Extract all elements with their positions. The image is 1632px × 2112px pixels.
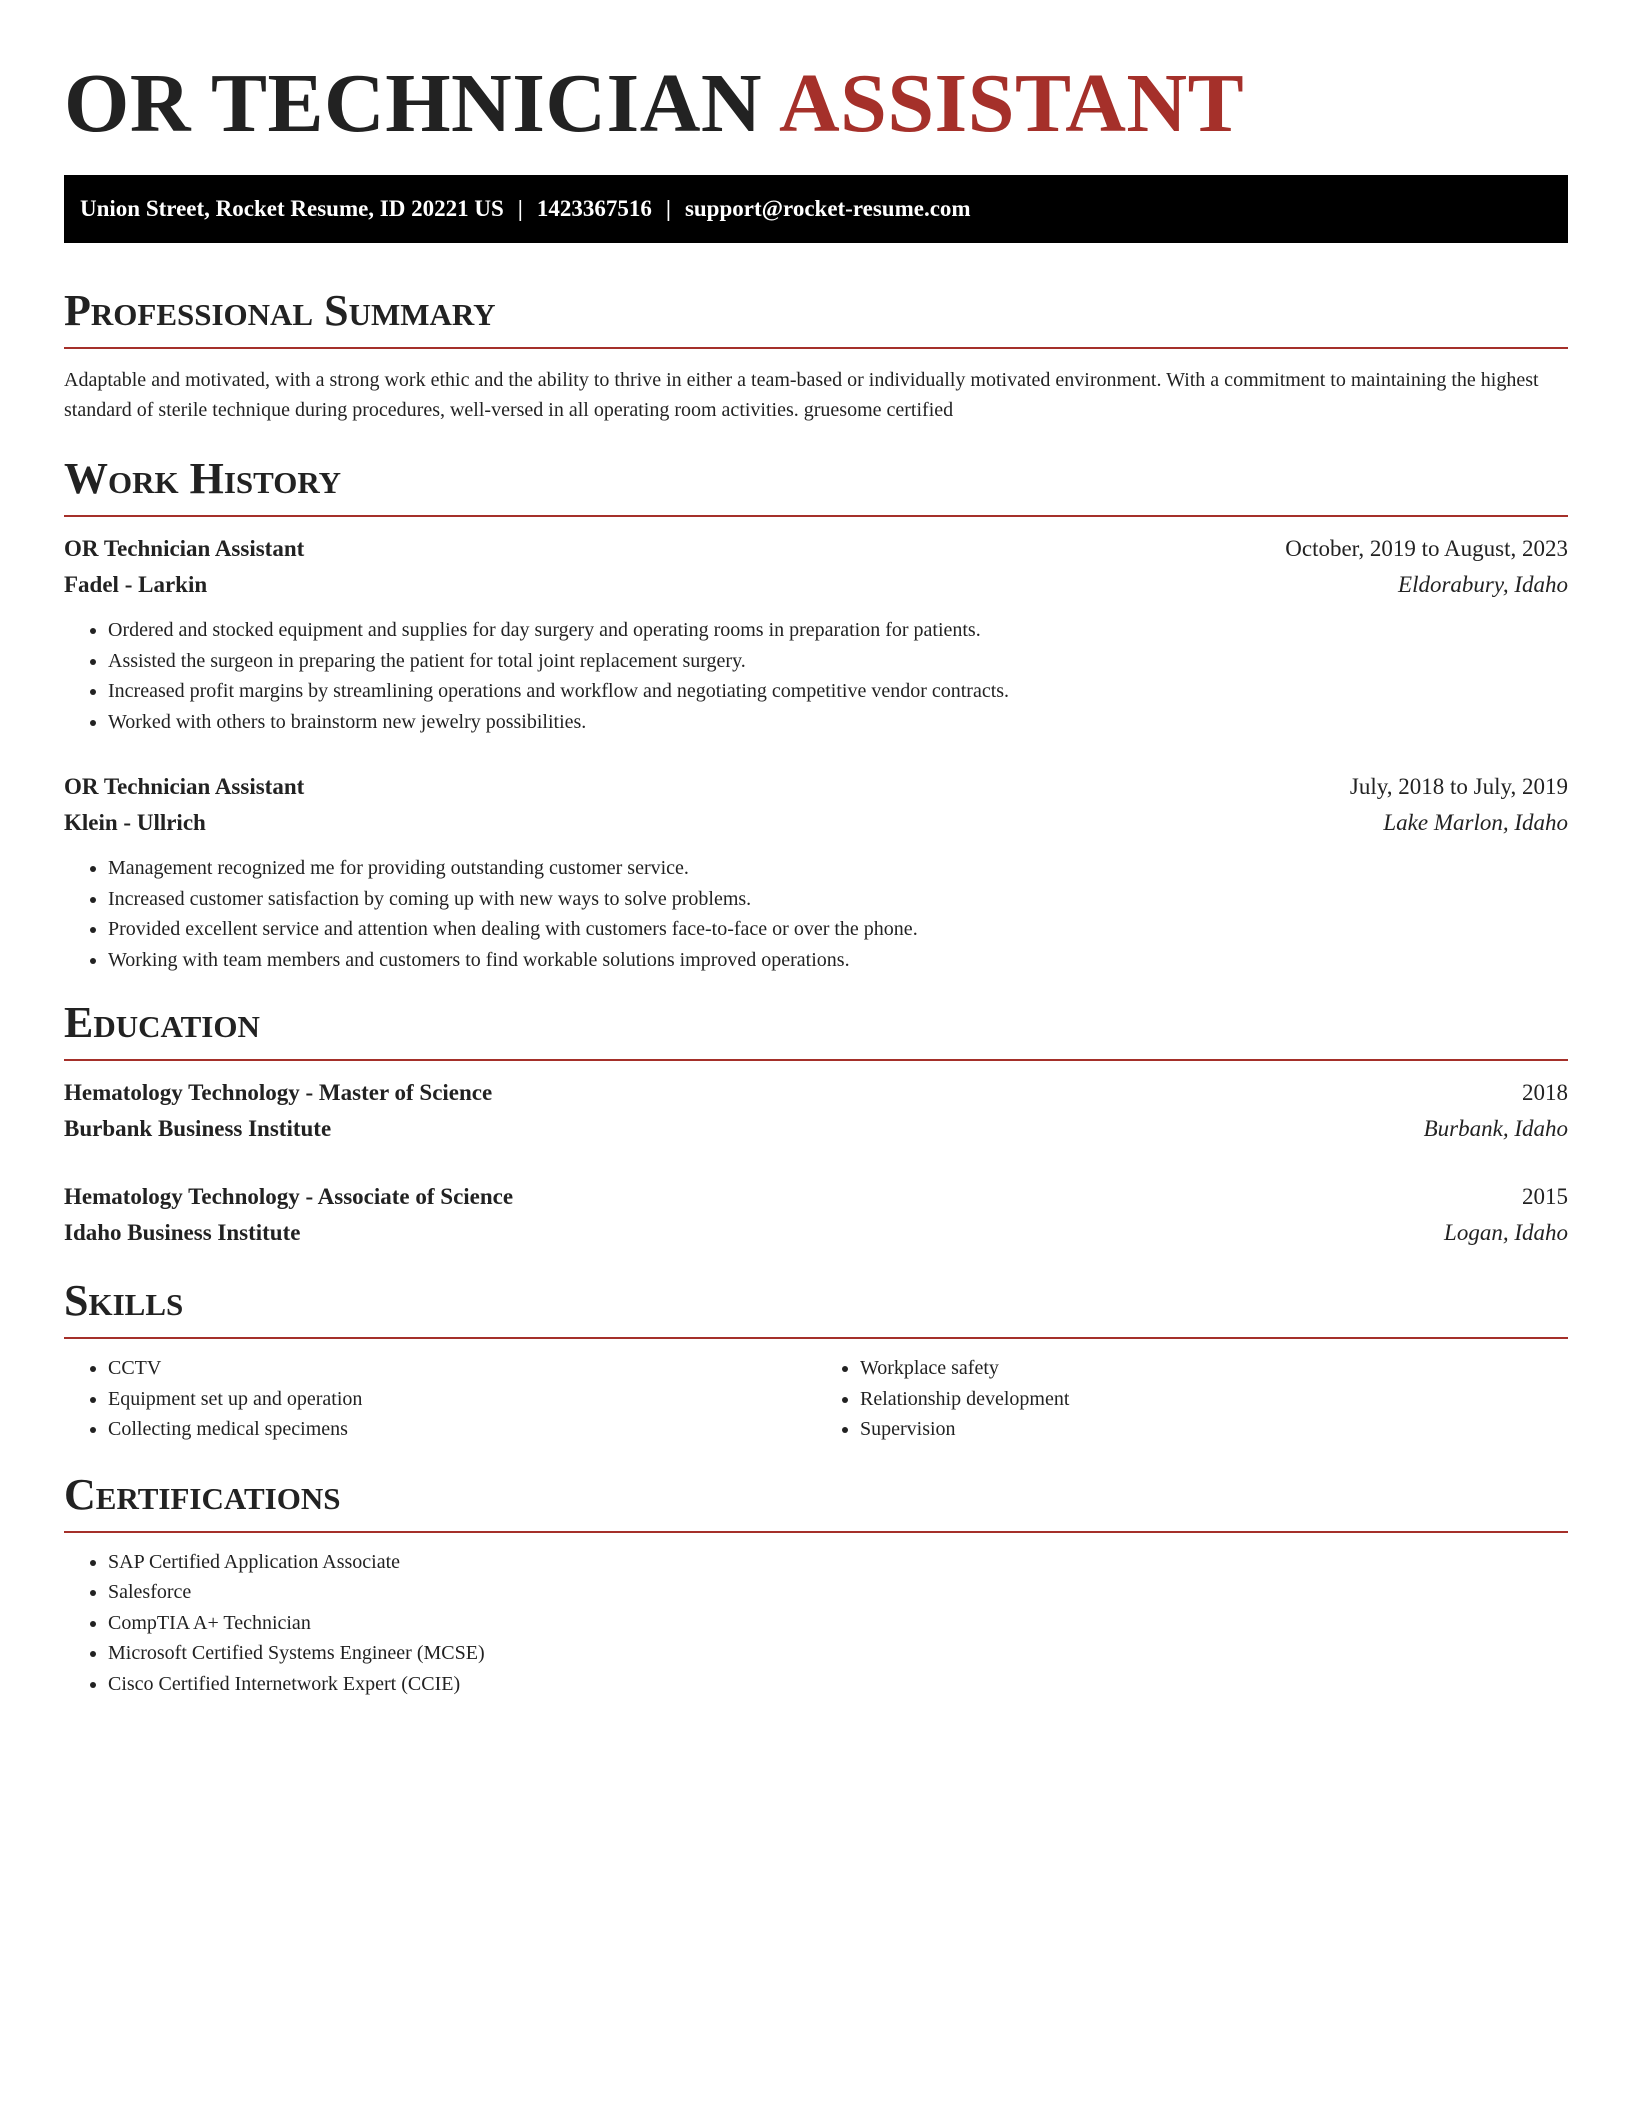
section-divider (64, 1337, 1568, 1339)
certification-item: • Cisco Certified Internetwork Expert (CCIE) (108, 1669, 1568, 1700)
work-section (64, 453, 1568, 975)
education-school-row (64, 1215, 1568, 1251)
certifications-section (64, 1469, 1568, 1700)
education-section (64, 997, 1568, 1251)
certification-item: • Salesforce (108, 1577, 1568, 1608)
skill-item: • Equipment set up and operation (108, 1384, 816, 1415)
contact-separator: | (517, 196, 523, 221)
section-divider (64, 1059, 1568, 1061)
list-item: • Provided excellent service and attention when dealing with customers face-to-face or over the phone. (108, 914, 1568, 945)
contact-separator: | (665, 196, 671, 221)
job-company-row (64, 805, 1568, 841)
contact-address: Union Street, Rocket Resume, ID 20221 US (80, 196, 504, 221)
skill-item: • Supervision (860, 1414, 1568, 1445)
summary-text: Adaptable and motivated, with a strong work ethic and the ability to thrive in either a team-based or individually motivated environment. With a commitment to maintaining the highest standard of sterile technique during procedures, well-versed in all operating room activities. gruesome certified (64, 369, 1539, 421)
list-item: • Working with team members and customers to find workable solutions improved operations. (108, 945, 1568, 976)
section-title-work: Work History (64, 454, 342, 503)
title-accent-part: ASSISTANT (778, 57, 1245, 150)
certification-item: • SAP Certified Application Associate (108, 1547, 1568, 1578)
section-title-skills: Skills (64, 1276, 184, 1325)
job-dates: July, 2018 to July, 2019 (1349, 774, 1568, 799)
skill-item: • Relationship development (860, 1384, 1568, 1415)
job-location: Eldorabury, Idaho (1398, 572, 1568, 597)
job-title: OR Technician Assistant (64, 536, 305, 561)
job-header-row (64, 769, 1568, 805)
job-entry (64, 769, 1568, 975)
job-company-row (64, 567, 1568, 603)
section-divider (64, 515, 1568, 517)
skill-item: • Collecting medical specimens (108, 1414, 816, 1445)
job-header-row (64, 531, 1568, 567)
contact-bar (64, 175, 1568, 243)
job-company: Klein - Ullrich (64, 810, 206, 835)
job-location: Lake Marlon, Idaho (1383, 810, 1568, 835)
education-entry (64, 1075, 1568, 1147)
list-item: • Increased customer satisfaction by coming up with new ways to solve problems. (108, 884, 1568, 915)
skills-column-left (64, 1353, 816, 1445)
education-year: 2015 (1522, 1184, 1568, 1209)
education-school: Idaho Business Institute (64, 1220, 301, 1245)
list-item: • Worked with others to brainstorm new jewelry possibilities. (108, 707, 1568, 738)
contact-phone: 1423367516 (536, 196, 652, 221)
job-bullets (64, 615, 1568, 737)
contact-email: support@rocket-resume.com (684, 196, 971, 221)
education-header-row (64, 1075, 1568, 1111)
section-divider (64, 1531, 1568, 1533)
certification-item: • CompTIA A+ Technician (108, 1608, 1568, 1639)
list-item: • Ordered and stocked equipment and supplies for day surgery and operating rooms in preparation for patients. (108, 615, 1568, 646)
education-location: Logan, Idaho (1444, 1220, 1568, 1245)
skills-list-left (64, 1353, 816, 1445)
section-title-education: Education (64, 998, 260, 1047)
job-entry (64, 531, 1568, 737)
education-header-row (64, 1179, 1568, 1215)
list-item: • Increased profit margins by streamlining operations and workflow and negotiating competitive vendor contracts. (108, 676, 1568, 707)
section-title-summary: Professional Summary (64, 286, 496, 335)
summary-section (64, 285, 1568, 425)
resume-title (64, 56, 1568, 152)
job-bullets (64, 853, 1568, 975)
job-company: Fadel - Larkin (64, 572, 208, 597)
education-entry (64, 1179, 1568, 1251)
skills-column-right (816, 1353, 1568, 1445)
education-degree: Hematology Technology - Associate of Science (64, 1184, 514, 1209)
title-first-part: OR TECHNICIAN (64, 57, 763, 150)
skill-item: • CCTV (108, 1353, 816, 1384)
list-item: • Assisted the surgeon in preparing the patient for total joint replacement surgery. (108, 646, 1568, 677)
section-divider (64, 347, 1568, 349)
skill-item: • Workplace safety (860, 1353, 1568, 1384)
certification-item: • Microsoft Certified Systems Engineer (MCSE) (108, 1638, 1568, 1669)
education-degree: Hematology Technology - Master of Science (64, 1080, 493, 1105)
education-school-row (64, 1111, 1568, 1147)
job-dates: October, 2019 to August, 2023 (1285, 536, 1568, 561)
certifications-list (64, 1547, 1568, 1700)
skills-list-right (816, 1353, 1568, 1445)
job-title: OR Technician Assistant (64, 774, 305, 799)
skills-grid (64, 1353, 1568, 1445)
skills-section (64, 1275, 1568, 1445)
education-location: Burbank, Idaho (1423, 1116, 1568, 1141)
education-year: 2018 (1522, 1080, 1568, 1105)
education-school: Burbank Business Institute (64, 1116, 332, 1141)
list-item: • Management recognized me for providing outstanding customer service. (108, 853, 1568, 884)
section-title-certifications: Certifications (64, 1469, 341, 1519)
